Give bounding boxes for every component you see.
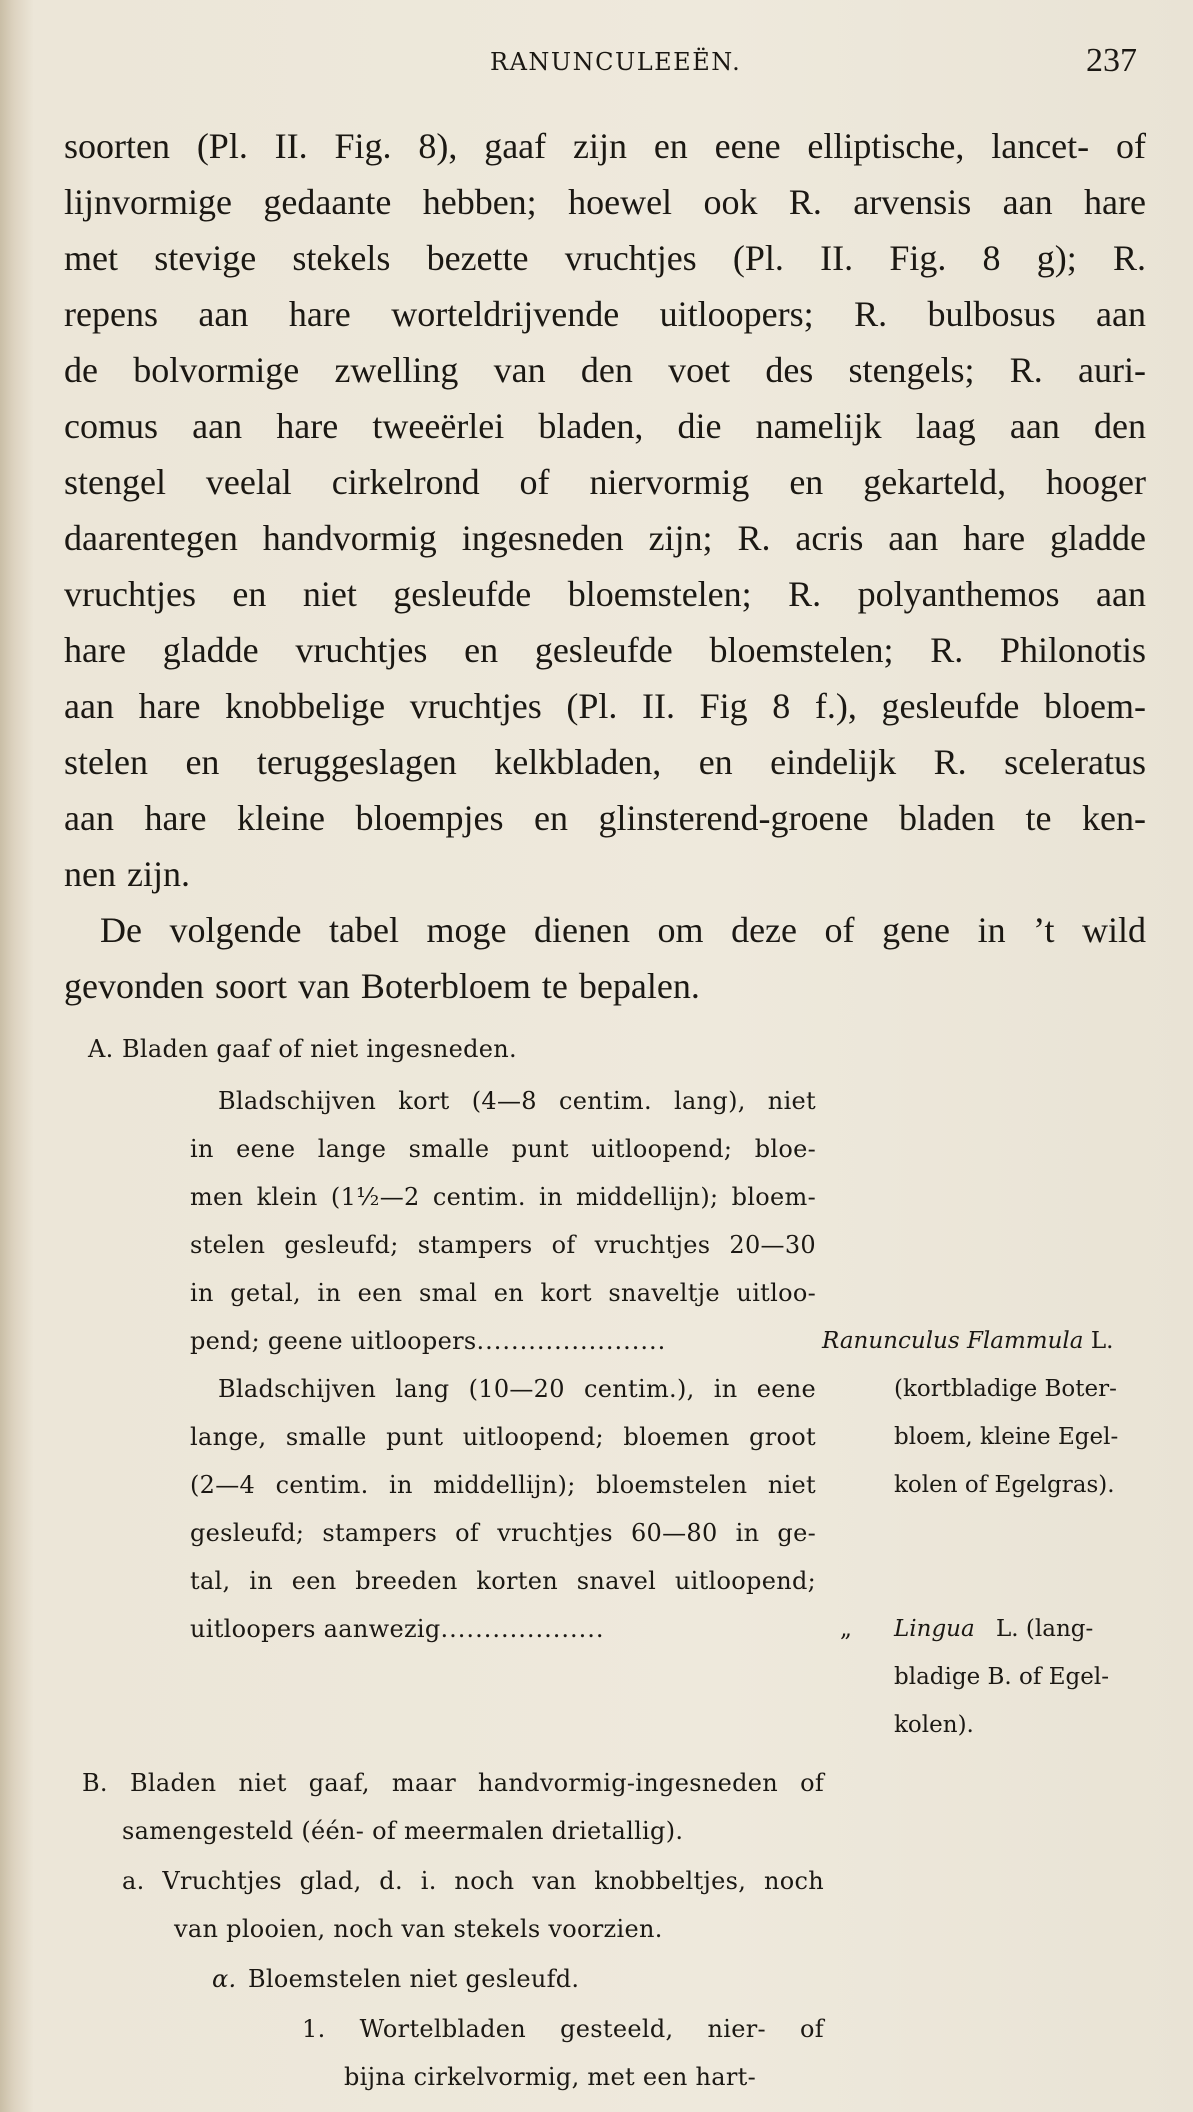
key-note1-line-1: (kortbladige Boter- — [894, 1376, 1117, 1402]
key-a-text: Bladen gaaf of niet ingesneden. — [122, 1035, 517, 1063]
key-note2-line-2: bladige B. of Egel- — [894, 1664, 1109, 1690]
text-line-2: lijnvormige gedaante hebben; hoewel ook R. arvensis aan hare — [64, 182, 1146, 222]
text-line-1: soorten (Pl. II. Fig. 8), gaaf zijn en eene elliptische, lancet- of — [64, 126, 1146, 166]
key-desc2-line-1: Bladschijven lang (10—20 centim.), in eene — [218, 1375, 816, 1403]
key-note2-line-3: kolen). — [894, 1712, 974, 1738]
text-line-3: met stevige stekels bezette vruchtjes (Pl. II. Fig. 8 g); R. — [64, 238, 1146, 278]
key-b-line-2: samengesteld (één- of meermalen drietallig). — [122, 1817, 684, 1845]
text-line-4: repens aan hare worteldrijvende uitloopers; R. bulbosus aan — [64, 294, 1146, 334]
key-leader-dots-2: ................... — [440, 1615, 605, 1643]
key-desc2-line-2: lange, smalle punt uitloopend; bloemen groot — [190, 1423, 816, 1451]
key-ba-line-1 — [122, 1860, 824, 1902]
key-a-label: A. — [88, 1035, 114, 1063]
key-b-label: B. — [82, 1769, 108, 1797]
key-b-text-1: Bladen niet gaaf, maar handvormig-ingesneden of — [129, 1769, 825, 1797]
key-desc2-last-text: uitloopers aanwezig — [190, 1615, 441, 1643]
key-desc1-line-2: in eene lange smalle punt uitloopend; bloe- — [190, 1135, 816, 1163]
key-ba-label: a. — [122, 1867, 145, 1895]
species-name-2: Lingua — [894, 1616, 975, 1642]
key-species-2 — [894, 1608, 1093, 1650]
key-a — [88, 1028, 517, 1070]
text-line-13: aan hare kleine bloempjes en glinsterend-groene bladen te ken- — [64, 798, 1146, 838]
key-one-text-1: Wortelbladen gesteeld, nier- of — [359, 2015, 824, 2043]
key-ba-text-1: Vruchtjes glad, d. i. noch van knobbeltjes, noch — [162, 1867, 824, 1895]
key-ba-line-2: van plooien, noch van stekels voorzien. — [174, 1915, 663, 1943]
text-line-11: aan hare knobbelige vruchtjes (Pl. II. Fig 8 f.), gesleufde bloem- — [64, 686, 1146, 726]
para2-line-1: De volgende tabel moge dienen om deze of gene in ’t wild — [100, 910, 1146, 950]
key-desc2-line-3: (2—4 centim. in middellijn); bloemstelen niet — [190, 1471, 816, 1499]
species-name-1: Ranunculus Flammula — [822, 1328, 1084, 1354]
page-header — [0, 42, 1193, 92]
key-desc1-last-text: pend; geene uitloopers — [190, 1327, 477, 1355]
key-note1-line-3: kolen of Egelgras). — [894, 1472, 1115, 1498]
para2-line-2: gevonden soort van Boterbloem te bepalen. — [64, 966, 700, 1006]
species-author-1: L. — [1090, 1328, 1114, 1354]
key-b-line-1 — [82, 1762, 824, 1804]
key-one-line-1 — [302, 2008, 824, 2050]
key-desc1-line-1: Bladschijven kort (4—8 centim. lang), niet — [218, 1087, 816, 1115]
key-desc1-line-5: in getal, in een smal en kort snaveltje uitloo- — [190, 1279, 816, 1307]
key-species-1 — [822, 1320, 1113, 1362]
text-line-14: nen zijn. — [64, 854, 190, 894]
key-alpha-text: Bloemstelen niet gesleufd. — [248, 1965, 580, 1993]
text-line-10: hare gladde vruchtjes en gesleufde bloemstelen; R. Philonotis — [64, 630, 1146, 670]
key-note1-line-2: bloem, kleine Egel- — [894, 1424, 1119, 1450]
text-line-5: de bolvormige zwelling van den voet des stengels; R. auri- — [64, 350, 1146, 390]
identification-key — [0, 1028, 1193, 2112]
key-one-label: 1. — [302, 2015, 326, 2043]
key-alpha-label: α. — [212, 1965, 237, 1993]
text-line-6: comus aan hare tweeërlei bladen, die namelijk laag aan den — [64, 406, 1146, 446]
key-desc1-line-3: men klein (1½—2 centim. in middellijn); bloem- — [190, 1183, 816, 1211]
key-desc1-last-line — [190, 1320, 666, 1362]
key-one-line-2: bijna cirkelvormig, met een hart- — [344, 2063, 757, 2091]
text-line-9: vruchtjes en niet gesleufde bloemstelen; R. polyanthemos aan — [64, 574, 1146, 614]
text-line-8: daarentegen handvormig ingesneden zijn; R. acris aan hare gladde — [64, 518, 1146, 558]
key-desc2-line-4: gesleufd; stampers of vruchtjes 60—80 in ge- — [190, 1519, 816, 1547]
text-line-7: stengel veelal cirkelrond of niervormig en gekarteld, hooger — [64, 462, 1146, 502]
text-line-12: stelen en teruggeslagen kelkbladen, en eindelijk R. sceleratus — [64, 742, 1146, 782]
running-head: RANUNCULEEËN. — [490, 48, 742, 76]
key-desc1-line-4: stelen gesleufd; stampers of vruchtjes 20—30 — [190, 1231, 816, 1259]
key-desc2-last-line — [190, 1608, 605, 1650]
key-ditto-mark: „ — [840, 1616, 852, 1642]
body-text — [64, 118, 1146, 1014]
page-number: 237 — [1086, 42, 1137, 79]
key-note2-line-1: L. (lang- — [996, 1616, 1094, 1642]
key-leader-dots-1: ...................... — [476, 1327, 667, 1355]
key-desc2-line-5: tal, in een breeden korten snavel uitloopend; — [190, 1567, 816, 1595]
key-alpha-line — [212, 1958, 579, 2000]
